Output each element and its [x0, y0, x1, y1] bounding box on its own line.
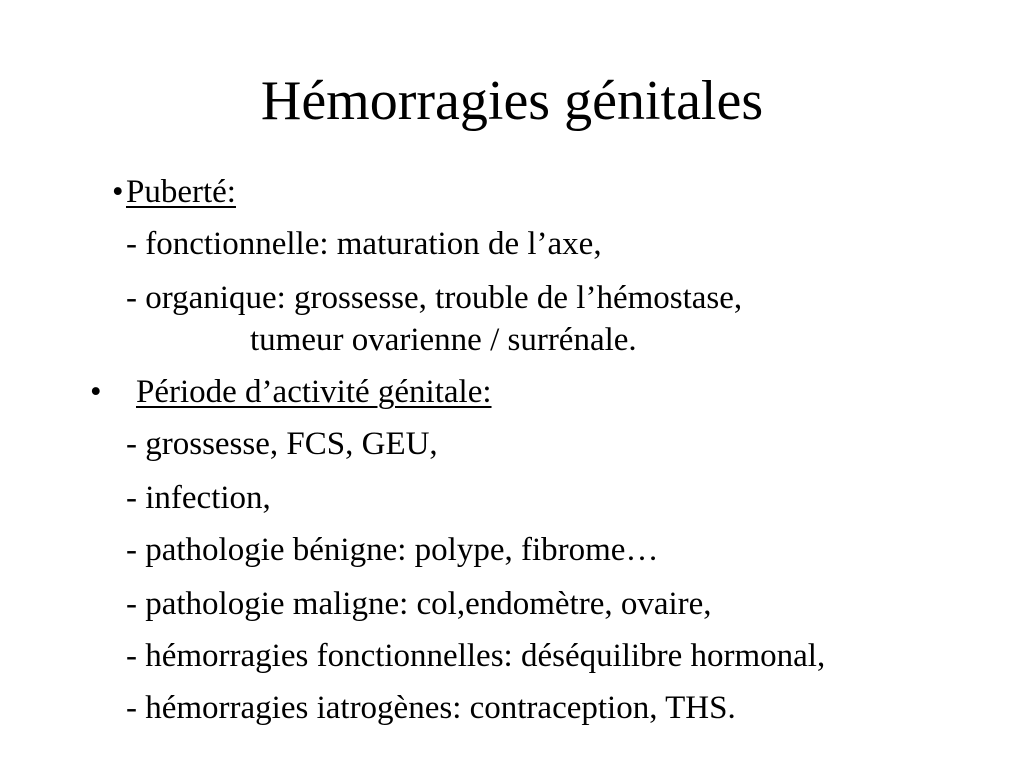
slide-title: Hémorragies génitales [260, 70, 764, 132]
list-item: - hémorragies iatrogènes: contraception, THS. [126, 690, 736, 726]
list-item: - hémorragies fonctionnelles: déséquilibre hormonal, [126, 638, 826, 674]
list-item: - pathologie maligne: col,endomètre, ovaire, [126, 586, 712, 622]
bullet-marker: • [90, 374, 102, 410]
list-item: - infection, [126, 480, 271, 516]
bullet-marker: • [112, 174, 124, 210]
section-heading-puberte: Puberté: [126, 174, 236, 210]
list-item-continuation: tumeur ovarienne / surrénale. [250, 322, 637, 358]
list-item: - pathologie bénigne: polype, fibrome… [126, 532, 659, 568]
list-item: - grossesse, FCS, GEU, [126, 426, 438, 462]
list-item: - organique: grossesse, trouble de l’hémostase, [126, 280, 743, 316]
list-item: - fonctionnelle: maturation de l’axe, [126, 226, 602, 262]
section-heading-periode: Période d’activité génitale: [136, 374, 492, 410]
